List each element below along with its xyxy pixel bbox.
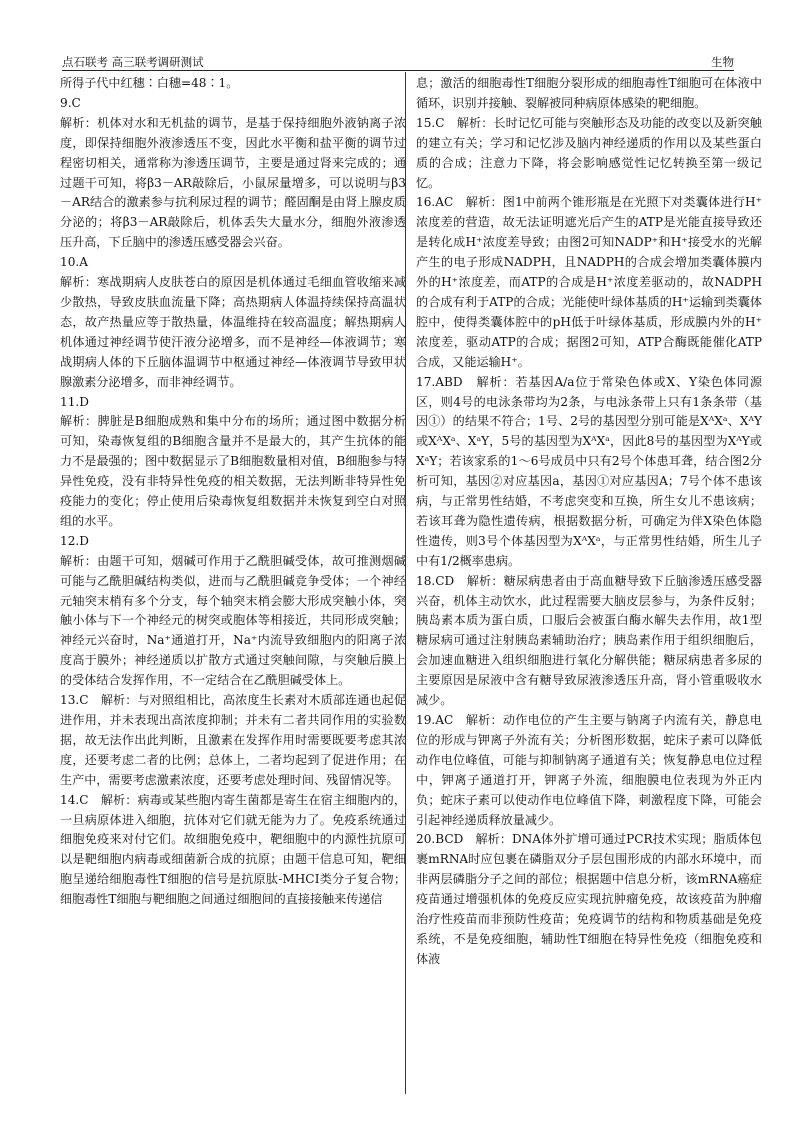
paragraph: 14.C 解析：病毒或某些胞内寄生菌都是寄生在宿主细胞内的，一旦病原体进入细胞，抗体对它们就无能为力了。免疫系统通过细胞免疫来对付它们。故细胞免疫中，靶细胞中的内源性抗原可以是靶细胞内病毒或细菌新合成的抗原；由题干信息可知，靶细胞呈递给细胞毒性T细胞的信号是抗原肽-MHCⅠ类分子复合物；细胞毒性T细胞与靶细胞之间通过细胞间的直接接触来传递信 — [60, 792, 406, 907]
answer-heading: 12.D — [60, 533, 89, 548]
answer-heading: 9.C — [60, 95, 81, 110]
paragraph: 解析：机体对水和无机盐的调节，是基于保持细胞外液钠离子浓度，即保持细胞外液渗透压不变，因此水平衡和盐平衡的调节过程密切相关，通常称为渗透压调节，主要是通过肾来完成的；通过题干可知，将β3－AR敲除后，小鼠尿量增多，可以说明与β3－AR结合的激素参与抗利尿过程的调节；醛固酮是由肾上腺皮质分泌的；将β3－AR敲除后，机体丢失大量水分，细胞外液渗透压升高，下丘脑中的渗透压感受器会兴奋。 — [60, 115, 406, 250]
paragraph: 18.CD 解析：糖尿病患者由于高血糖导致下丘脑渗透压感受器兴奋，机体主动饮水，此过程需要大脑皮层参与，为条件反射；胰岛素本质为蛋白质，口服后会被蛋白酶水解失去作用，故1型糖尿病可通过注射胰岛素辅助治疗；胰岛素作用于组织细胞后，会加速血糖进入组织细胞进行氧化分解供能；糖尿病患者多尿的主要原因是尿液中含有糖导致尿液渗透压升高，肾小管重吸收水减少。 — [416, 573, 762, 708]
answer-heading: 10.A — [60, 255, 88, 270]
paragraph: 息；激活的细胞毒性T细胞分裂形成的细胞毒性T细胞可在体液中循环，识别并接触、裂解被同种病原体感染的靶细胞。 — [416, 76, 762, 110]
paragraph: 17.ABD 解析：若基因A/a位于常染色体或X、Y染色体同源区，则4号的电泳条带均为2条，与电泳条带上只有1条条带（基因①）的结果不符合；1号、2号的基因型分别可能是XᴬXᵃ、XᴬY或XᴬXᵃ、XᵃY，5号的基因型为XᴬXᵃ，因此8号的基因型为XᴬY或XᵃY；若该家系的1～6号成员中只有2号个体患耳聋，结合图2分析可知，基因②对应基因a，基因①对应基因A；7号个体不患该病，与正常男性结婚，不考虑突变和互换，所生女儿不患该病；若该耳聋为隐性遗传病，根据数据分析，可确定为伴X染色体隐性遗传，则3号个体基因型为XᴬXᵃ，与正常男性结婚，所生儿子中有1/2概率患病。 — [416, 374, 762, 568]
answer-heading: 11.D — [60, 394, 89, 409]
exam-title: 点石联考 高三联考调研测试 — [62, 55, 204, 69]
paragraph: 16.AC 解析：图1中前两个锥形瓶是在光照下对类囊体进行H⁺浓度差的营造，故无法证明遮光后产生的ATP是光能直接导致还是转化成H⁺浓度差导致；由图2可知NADP⁺和H⁺接受水的光解产生的电子形成NADPH，且NADPH的合成会增加类囊体膜内外的H⁺浓度差，而ATP的合成是H⁺浓度差驱动的，故NADPH的合成有利于ATP的合成；光能使叶绿体基质的H⁺运输到类囊体腔中，使得类囊体腔中的pH低于叶绿体基质，形成膜内外的H⁺浓度差，驱动ATP的合成；据图2可知，ATP合酶既能催化ATP合成，又能运输H⁺。 — [416, 195, 762, 369]
paragraph: 解析：寒战期病人皮肤苍白的原因是机体通过毛细血管收缩来减少散热，导致皮肤血流量下降；高热期病人体温持续保持高温状态，故产热量应等于散热量，体温维持在较高温度；解热期病人机体通过神经调节使汗液分泌增多，而不是神经—体液调节；寒战期病人体的下丘脑体温调节中枢通过神经—体液调节导致甲状腺激素分泌增多，而非神经调节。 — [60, 275, 406, 389]
subject-label: 生物 — [711, 55, 734, 69]
paragraph: 解析：由题干可知，烟碱可作用于乙酰胆碱受体，故可推测烟碱可能与乙酰胆碱结构类似，进而与乙酰胆碱竞争受体；一个神经元轴突末梢有多个分支，每个轴突末梢会膨大形成突触小体，突触小体与下一个神经元的树突或胞体等相接近，共同形成突触；神经元兴奋时，Na⁺通道打开，Na⁺内流导致细胞内的阳离子浓度高于膜外；神经递质以扩散方式通过突触间隙，与突触后膜上的受体结合发挥作用，不一定结合在乙酰胆碱受体上。 — [60, 553, 406, 688]
paragraph: 19.AC 解析：动作电位的产生主要与钠离子内流有关，静息电位的形成与钾离子外流有关；分析图形数据，蛇床子素可以降低动作电位峰值，可能与抑制钠离子通道有关；恢复静息电位过程中，钾离子通道打开，钾离子外流，细胞膜电位表现为外正内负；蛇床子素可以使动作电位峰值下降，刺激程度下降，可能会引起神经递质释放量减少。 — [416, 713, 762, 827]
paragraph: 20.BCD 解析：DNA体外扩增可通过PCR技术实现；脂质体包裹mRNA时应包裹在磷脂双分子层包围形成的内部水环境中，而非两层磷脂分子之间的部位；根据题中信息分析，该mRNA癌症疫苗通过增强机体的免疫反应实现抗肿瘤免疫，故该疫苗为肿瘤治疗性疫苗而非预防性疫苗；免疫调节的结构和物质基础是免疫系统，不是免疫细胞，辅助性T细胞在特异性免疫（细胞免疫和体液 — [416, 832, 762, 966]
left-column — [60, 74, 406, 1092]
right-column — [416, 74, 762, 1092]
paragraph: 15.C 解析：长时记忆可能与突触形态及功能的改变以及新突触的建立有关；学习和记忆涉及脑内神经递质的作用以及某些蛋白质的合成；注意力下降，将会影响感觉性记忆转换至第一级记忆。 — [416, 115, 762, 190]
paragraph: 解析：脾脏是B细胞成熟和集中分布的场所；通过图中数据分析可知，染毒恢复组的B细胞含量并不是最大的，其产生抗体的能力不是最强的；图中数据显示了B细胞数量相对值，B细胞参与特异性免疫，没有非特异性免疫的相关数据，无法判断非特异性免疫能力的变化；停止使用后染毒恢复组数据并未恢复到空白对照组的水平。 — [60, 414, 406, 528]
paragraph: 13.C 解析：与对照组相比，高浓度生长素对木质部连通也起促进作用，并未表现出高浓度抑制；并未有二者共同作用的实验数据，故无法作出此判断，且激素在发挥作用时需要既要考虑其浓度，还要考虑二者的比例；总体上，二者均起到了促进作用；在生产中，需要考虑激素浓度，还要考虑处理时间、残留情况等。 — [60, 693, 406, 787]
paragraph: 所得子代中红穗∶白穗=48∶1。 — [60, 76, 239, 90]
page-header — [62, 52, 734, 71]
